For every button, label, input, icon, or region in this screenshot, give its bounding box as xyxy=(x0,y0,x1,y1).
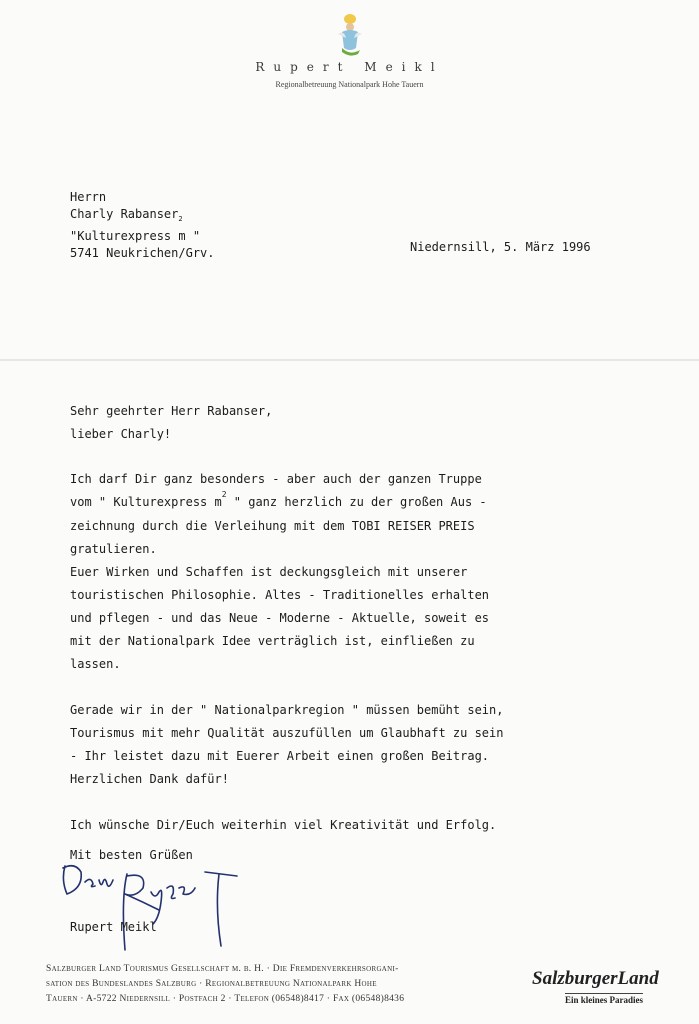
greeting-line: Sehr geehrter Herr Rabanser, xyxy=(70,404,273,418)
brand-logo: SalzburgerLand xyxy=(532,968,659,989)
letter-footer xyxy=(46,962,486,1007)
paragraph-line: - Ihr leistet dazu mit Euerer Arbeit einen großen Beitrag. xyxy=(70,749,490,763)
closing-line: Mit besten Grüßen xyxy=(70,848,193,862)
paragraph-line: und pflegen - und das Neue - Moderne - Aktuelle, soweit es xyxy=(70,611,490,625)
paragraph-line: Ich darf Dir ganz besonders - aber auch der ganzen Truppe xyxy=(70,472,482,486)
paragraph-line: Euer Wirken und Schaffen ist deckungsgleich mit unserer xyxy=(70,565,468,579)
handwritten-signature xyxy=(55,858,255,962)
greeting-line: lieber Charly! xyxy=(70,427,172,441)
recipient-salutation: Herrn xyxy=(70,190,107,204)
brand-tagline: Ein kleines Paradies xyxy=(565,995,644,1005)
footer-line: Salzburger Land Tourismus Gesellschaft m. b. H. · Die Fremdenverkehrsorgani- xyxy=(46,964,399,974)
paragraph-line: Herzlichen Dank dafür! xyxy=(70,772,229,786)
footer-line: sation des Bundeslandes Salzburg · Regionalbetreuung Nationalpark Hohe xyxy=(46,979,377,989)
recipient-city: 5741 Neukrichen/Grv. xyxy=(70,246,215,260)
recipient-address xyxy=(70,189,215,262)
paragraph-line: Gerade wir in der " Nationalparkregion " müssen bemüht sein, xyxy=(70,703,504,717)
paragraph-text: " ganz herzlich zu der großen Aus - xyxy=(226,495,487,509)
letterhead-name: Rupert Meikl xyxy=(255,60,444,74)
footer-line: Tauern · A-5722 Niedernsill · Postfach 2 · Telefon (06548)8417 · Fax (06548)8436 xyxy=(46,994,405,1004)
recipient-org: "Kulturexpress m " xyxy=(70,229,201,243)
paragraph-line: touristischen Philosophie. Altes - Traditionelles erhalten xyxy=(70,588,490,602)
letter-date: Niedernsill, 5. März 1996 xyxy=(410,240,591,254)
letterhead-subtitle: Regionalbetreuung Nationalpark Hohe Tauern xyxy=(275,80,424,89)
letter-body xyxy=(70,400,540,837)
recipient-name-superscript: 2 xyxy=(178,215,183,223)
paragraph-line: mit der Nationalpark Idee verträglich ist, einfließen zu xyxy=(70,634,475,648)
recipient-name-line xyxy=(70,206,215,228)
superscript: 2 xyxy=(221,490,227,499)
signer-name: Rupert Meikl xyxy=(70,920,157,934)
paragraph-line: Tourismus mit mehr Qualität auszufüllen um Glaubhaft zu sein xyxy=(70,726,504,740)
paragraph-line: Ich wünsche Dir/Euch weiterhin viel Kreativität und Erfolg. xyxy=(70,818,497,832)
paper-fold-line xyxy=(0,359,699,361)
paragraph-line: zeichnung durch die Verleihung mit dem TOBI REISER PREIS xyxy=(70,519,475,533)
paragraph-text: vom " Kulturexpress m xyxy=(70,495,222,509)
paragraph-line: gratulieren. xyxy=(70,542,157,556)
angel-emblem-icon xyxy=(336,10,364,58)
paragraph-line xyxy=(70,491,540,515)
recipient-name: Charly Rabanser xyxy=(70,207,179,221)
paragraph-line: lassen. xyxy=(70,657,121,671)
